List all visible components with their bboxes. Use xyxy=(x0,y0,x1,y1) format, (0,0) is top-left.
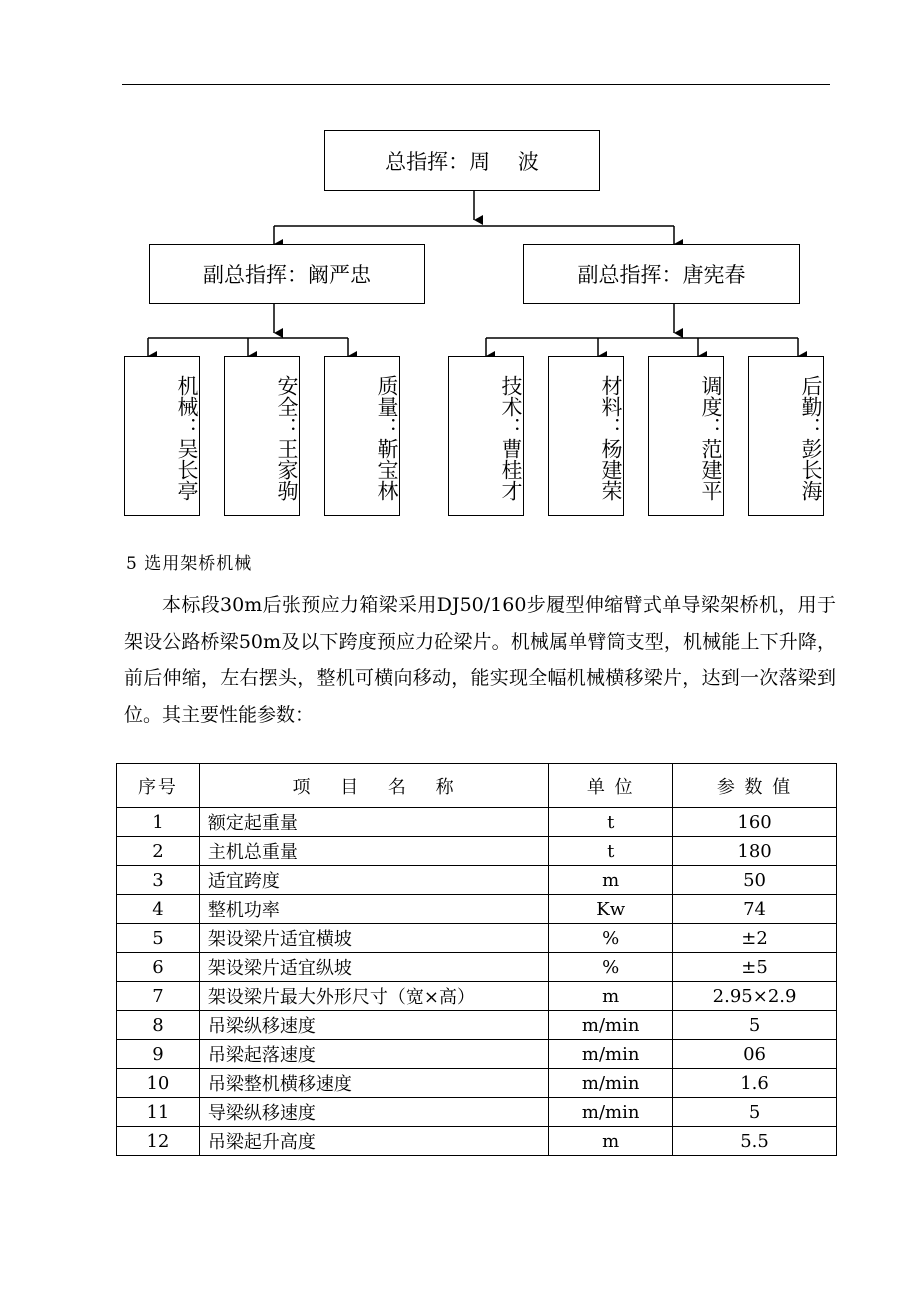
cell-value: 5 xyxy=(673,1011,837,1040)
cell-index: 9 xyxy=(117,1040,200,1069)
cell-value: 5.5 xyxy=(673,1127,837,1156)
cell-index: 6 xyxy=(117,953,200,982)
cell-value: 5 xyxy=(673,1098,837,1127)
parameters-table xyxy=(116,763,837,1156)
cell-index: 5 xyxy=(117,924,200,953)
cell-value: ±5 xyxy=(673,953,837,982)
cell-unit: t xyxy=(549,837,673,866)
table-row xyxy=(117,866,837,895)
cell-unit: m xyxy=(549,1127,673,1156)
cell-unit: Kw xyxy=(549,895,673,924)
department-box-safety xyxy=(224,356,300,516)
table-row xyxy=(117,1098,837,1127)
cell-index: 11 xyxy=(117,1098,200,1127)
deputy-commander-label: 副总指挥：唐宪春 xyxy=(577,263,746,287)
cell-unit: m xyxy=(549,982,673,1011)
cell-item: 吊梁整机横移速度 xyxy=(199,1069,548,1098)
paragraph-text: 本标段30m后张预应力箱梁采用DJ50/160步履型伸缩臂式单导梁架桥机，用于架设公路桥梁50m及以下跨度预应力砼梁片。机械属单臂筒支型，机械能上下升降，前后伸缩，左右摆头，整机可横向移动，能实现全幅机械横移梁片，达到一次落梁到位。其主要性能参数： xyxy=(124,594,836,726)
department-box-logistics xyxy=(748,356,824,516)
cell-value: 50 xyxy=(673,866,837,895)
department-label: 后勤：彭长海 xyxy=(799,374,823,501)
deputy-commander-label: 副总指挥：阚严忠 xyxy=(203,263,371,287)
cell-item: 整机功率 xyxy=(199,895,548,924)
cell-item: 主机总重量 xyxy=(199,837,548,866)
cell-unit: m/min xyxy=(549,1069,673,1098)
table-row xyxy=(117,895,837,924)
table-row xyxy=(117,924,837,953)
table-row xyxy=(117,1011,837,1040)
cell-index: 1 xyxy=(117,808,200,837)
department-label: 材料：杨建荣 xyxy=(599,374,623,501)
table-row xyxy=(117,1040,837,1069)
cell-unit: m/min xyxy=(549,1040,673,1069)
table-row xyxy=(117,982,837,1011)
section-paragraph xyxy=(124,587,836,733)
table-row xyxy=(117,953,837,982)
cell-item: 导梁纵移速度 xyxy=(199,1098,548,1127)
cell-value: ±2 xyxy=(673,924,837,953)
department-label: 安全：王家驹 xyxy=(275,374,299,501)
department-box-technology xyxy=(448,356,524,516)
cell-value: 180 xyxy=(673,837,837,866)
cell-item: 吊梁纵移速度 xyxy=(199,1011,548,1040)
chief-commander-label: 总指挥：周 波 xyxy=(385,149,539,174)
cell-index: 12 xyxy=(117,1127,200,1156)
chief-commander-box xyxy=(324,130,600,191)
department-box-quality xyxy=(324,356,400,516)
department-box-dispatch xyxy=(648,356,724,516)
column-header-item: 项 目 名 称 xyxy=(199,764,548,808)
cell-item: 架设梁片适宜横坡 xyxy=(199,924,548,953)
cell-item: 架设梁片最大外形尺寸（宽×高） xyxy=(199,982,548,1011)
table-row xyxy=(117,1069,837,1098)
cell-index: 4 xyxy=(117,895,200,924)
deputy-commander-box-left xyxy=(149,244,425,304)
department-label: 调度：范建平 xyxy=(699,374,723,501)
cell-value: 2.95×2.9 xyxy=(673,982,837,1011)
department-label: 质量：靳宝林 xyxy=(375,374,399,501)
table-row xyxy=(117,1127,837,1156)
cell-index: 7 xyxy=(117,982,200,1011)
cell-unit: t xyxy=(549,808,673,837)
department-box-machinery xyxy=(124,356,200,516)
department-box-materials xyxy=(548,356,624,516)
column-header-unit: 单 位 xyxy=(549,764,673,808)
cell-item: 吊梁起升高度 xyxy=(199,1127,548,1156)
cell-index: 2 xyxy=(117,837,200,866)
cell-unit: m/min xyxy=(549,1011,673,1040)
column-header-index: 序号 xyxy=(117,764,200,808)
deputy-commander-box-right xyxy=(523,244,800,304)
cell-value: 74 xyxy=(673,895,837,924)
cell-unit: % xyxy=(549,924,673,953)
cell-index: 8 xyxy=(117,1011,200,1040)
table-body xyxy=(117,808,837,1156)
cell-value: 160 xyxy=(673,808,837,837)
cell-index: 10 xyxy=(117,1069,200,1098)
cell-unit: % xyxy=(549,953,673,982)
table-header-row xyxy=(117,764,837,808)
cell-unit: m/min xyxy=(549,1098,673,1127)
table-row xyxy=(117,808,837,837)
cell-index: 3 xyxy=(117,866,200,895)
cell-item: 适宜跨度 xyxy=(199,866,548,895)
cell-unit: m xyxy=(549,866,673,895)
cell-item: 吊梁起落速度 xyxy=(199,1040,548,1069)
section-heading: 5 选用架桥机械 xyxy=(126,554,253,574)
cell-item: 架设梁片适宜纵坡 xyxy=(199,953,548,982)
column-header-value: 参 数 值 xyxy=(673,764,837,808)
cell-item: 额定起重量 xyxy=(199,808,548,837)
cell-value: 06 xyxy=(673,1040,837,1069)
table-row xyxy=(117,837,837,866)
department-label: 技术：曹桂才 xyxy=(499,374,523,501)
department-label: 机械：吴长亭 xyxy=(175,374,199,501)
cell-value: 1.6 xyxy=(673,1069,837,1098)
